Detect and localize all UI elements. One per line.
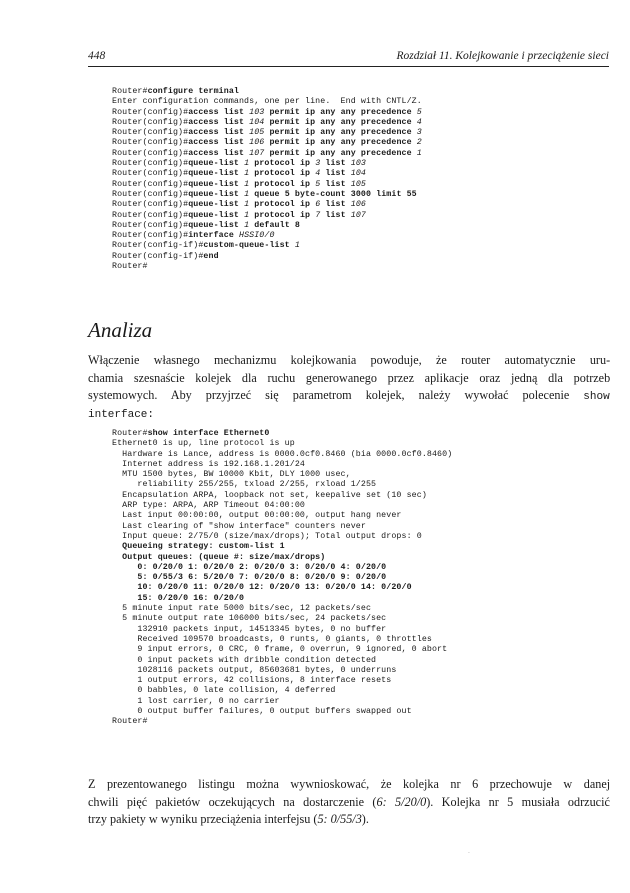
text-run: Z prezentowanego listingu można wywnioskować, że kolejka nr 6 przechowuje w danej <box>88 777 611 791</box>
text-run: Router(config)# <box>112 159 189 169</box>
code-line <box>112 501 452 511</box>
text-run: Ethernet0 is up, line protocol is up <box>112 439 295 449</box>
running-header <box>88 50 609 67</box>
code-line <box>112 252 422 262</box>
text-run: Queueing strategy: custom-list 1 <box>112 542 285 552</box>
text-run: Output queues: (queue #: size/max/drops) <box>112 552 326 562</box>
text-run: access list <box>188 128 250 138</box>
text-run: 15: 0/20/0 16: 0/20/0 <box>112 593 245 603</box>
code-line <box>112 262 422 272</box>
text-run: 107 <box>350 210 367 220</box>
text-run: access list <box>188 148 250 158</box>
code-line <box>112 573 452 583</box>
text-run: 105 <box>249 128 265 138</box>
text-run: Router(config)# <box>112 220 189 230</box>
code-line <box>112 180 422 190</box>
code-line <box>112 563 452 573</box>
code-line <box>112 522 452 532</box>
text-run: 0: 0/20/0 1: 0/20/0 2: 0/20/0 3: 0/20/0 4: 0/20/0 <box>112 562 387 572</box>
code-line <box>112 470 452 480</box>
text-run: Router(config)# <box>112 231 189 241</box>
code-line <box>112 118 422 128</box>
text-run: access list <box>188 138 250 148</box>
text-run: list <box>320 159 351 169</box>
code-line <box>112 666 452 676</box>
text-run: access list <box>188 117 250 127</box>
text-run: permit ip any any precedence <box>264 117 417 127</box>
text-run: ARP type: ARPA, ARP Timeout 04:00:00 <box>112 501 305 511</box>
code-line <box>112 480 452 490</box>
text-run: 7 <box>315 210 321 220</box>
code-line <box>112 241 422 251</box>
text-run: 105 <box>350 179 367 189</box>
code-line <box>112 128 422 138</box>
code-line <box>112 583 452 593</box>
text-run: end <box>203 251 219 261</box>
code-line <box>112 604 452 614</box>
text-run: queue-list <box>188 210 245 220</box>
text-run: MTU 1500 bytes, BW 10000 Kbit, DLY 1000 usec, <box>112 470 351 480</box>
text-run: 104 <box>249 117 265 127</box>
text-run: 1 <box>416 148 422 158</box>
text-run: 0 output buffer failures, 0 output buffers swapped out <box>112 707 412 717</box>
text-run: 1 <box>244 159 250 169</box>
code-line <box>112 231 422 241</box>
text-run: list <box>320 169 351 179</box>
code-line <box>112 686 452 696</box>
text-run: interface <box>188 231 239 241</box>
code-line <box>112 635 452 645</box>
conclusion-paragraph <box>88 776 610 829</box>
text-run: reliability 255/255, txload 2/255, rxload 1/255 <box>112 480 377 490</box>
text-run: 5 minute output rate 106000 bits/sec, 24 packets/sec <box>112 614 387 624</box>
text-run: queue-list <box>188 200 245 210</box>
chapter-title: Rozdział 11. Kolejkowanie i przeciążenie sieci <box>396 50 609 62</box>
text-run: 6: 5/20/0 <box>376 794 427 809</box>
code-line <box>112 200 422 210</box>
text-run: 1 <box>244 220 250 230</box>
text-run: permit ip any any precedence <box>264 128 417 138</box>
text-run: Router(config)# <box>112 189 189 199</box>
text-run: 0 babbles, 0 late collision, 4 deferred <box>112 686 336 696</box>
text-run: 106 <box>350 200 367 210</box>
text-run: custom-queue-list <box>203 241 295 251</box>
code-line <box>112 491 452 501</box>
text-run: Internet address is 192.168.1.201/24 <box>112 459 305 469</box>
text-run: list <box>320 210 351 220</box>
paragraph-line <box>88 811 610 829</box>
text-run: protocol ip <box>249 210 316 220</box>
text-run: list <box>320 200 351 210</box>
text-run: 1 <box>244 179 250 189</box>
code-line <box>112 676 452 686</box>
text-run: 1 <box>244 169 250 179</box>
text-run: Router# <box>112 717 148 727</box>
code-line <box>112 625 452 635</box>
intro-paragraph <box>88 352 610 422</box>
paragraph-line <box>88 405 610 423</box>
text-run: Hardware is Lance, address is 0000.0cf0.8460 (bia 0000.0cf0.8460) <box>112 449 453 459</box>
code-line <box>112 190 422 200</box>
paragraph-line <box>88 794 610 812</box>
text-run: show interface Ethernet0 <box>147 429 270 438</box>
text-run: 4 <box>315 169 321 179</box>
code-line <box>112 108 422 118</box>
code-line <box>112 439 452 449</box>
text-run: chwili pięć pakietów oczekujących na dostarczenie ( <box>88 794 377 809</box>
text-run: protocol ip <box>249 200 316 210</box>
text-run: 9 input errors, 0 CRC, 0 frame, 0 overrun, 9 ignored, 0 abort <box>112 645 448 655</box>
text-run: Router(config)# <box>112 107 189 117</box>
page-number: 448 <box>88 50 106 62</box>
code-line <box>112 159 422 169</box>
section-title: Analiza <box>88 318 153 342</box>
code-line <box>112 511 452 521</box>
paragraph-line <box>88 387 610 405</box>
code-line <box>112 87 422 97</box>
text-run: 1 <box>244 189 250 199</box>
text-run: queue 5 byte-count 3000 limit 55 <box>249 189 417 199</box>
text-run: Input queue: 2/75/0 (size/max/drops); Total output drops: 0 <box>112 531 422 541</box>
text-run: Router(config)# <box>112 179 189 189</box>
text-run: 6 <box>315 200 321 210</box>
code-line <box>112 138 422 148</box>
text-run: chamia szesnaście kolejek dla ruchu generowanego przez aplikacje oraz jedną dla potrzeb <box>88 370 611 385</box>
text-run: queue-list <box>188 169 245 179</box>
text-run: trzy pakiety w wyniku przeciążenia interfejsu ( <box>88 812 318 826</box>
paragraph-line <box>88 370 610 388</box>
code-line <box>112 429 452 439</box>
scan-speck: · <box>468 850 470 857</box>
text-run: 103 <box>350 159 367 169</box>
text-run: Router(config-if)# <box>112 241 204 251</box>
code-line <box>112 97 422 107</box>
paragraph-line <box>88 776 610 794</box>
code-line <box>112 450 452 460</box>
text-run: Router(config)# <box>112 210 189 220</box>
text-run: 1 <box>294 241 300 251</box>
text-run: list <box>320 179 351 189</box>
text-run: permit ip any any precedence <box>264 148 417 158</box>
text-run: 103 <box>249 107 265 117</box>
code-line <box>112 553 452 563</box>
text-run: 1 lost carrier, 0 no carrier <box>112 696 280 706</box>
text-run: queue-list <box>188 179 245 189</box>
text-run: protocol ip <box>249 169 316 179</box>
text-run: Router(config)# <box>112 117 189 127</box>
text-run: protocol ip <box>249 179 316 189</box>
text-run: Last clearing of "show interface" counters never <box>112 521 366 531</box>
text-run: queue-list <box>188 159 245 169</box>
text-run: 0 input packets with dribble condition detected <box>112 655 377 665</box>
code-line <box>112 697 452 707</box>
text-run: : <box>147 408 155 421</box>
code-line <box>112 717 452 727</box>
text-run: 2 <box>416 138 422 148</box>
text-run: Router(config)# <box>112 148 189 158</box>
code-line <box>112 460 452 470</box>
text-run: Włączenie własnego mechanizmu kolejkowania powoduje, że router automatycznie uru- <box>88 353 611 367</box>
text-run: Router# <box>112 429 148 438</box>
code-line <box>112 211 422 221</box>
text-run: interface <box>88 408 148 421</box>
text-run: permit ip any any precedence <box>264 138 417 148</box>
text-run: 5 <box>416 107 422 117</box>
show-interface-listing <box>112 429 452 728</box>
text-run: 132910 packets input, 14513345 bytes, 0 no buffer <box>112 624 387 634</box>
text-run: ). <box>361 812 369 826</box>
text-run: protocol ip <box>249 159 316 169</box>
text-run: Router(config)# <box>112 200 189 210</box>
text-run: ). Kolejka nr 5 musiała odrzucić <box>426 794 610 809</box>
code-line <box>112 542 452 552</box>
text-run: Router(config)# <box>112 169 189 179</box>
text-run: Received 109570 broadcasts, 0 runts, 0 giants, 0 throttles <box>112 634 432 644</box>
text-run: 5: 0/55/3 6: 5/20/0 7: 0/20/0 8: 0/20/0 9: 0/20/0 <box>112 573 387 583</box>
code-line <box>112 594 452 604</box>
text-run: Enter configuration commands, one per line. End with CNTL/Z. <box>112 97 422 107</box>
text-run: Router# <box>112 262 148 272</box>
text-run: 10: 0/20/0 11: 0/20/0 12: 0/20/0 13: 0/20/0 14: 0/20/0 <box>112 583 412 593</box>
code-line <box>112 532 452 542</box>
text-run: 1028116 packets output, 85603681 bytes, 0 underruns <box>112 665 397 675</box>
text-run: show <box>583 391 610 403</box>
text-run: 106 <box>249 138 265 148</box>
text-run: configure terminal <box>147 87 239 96</box>
text-run: Router(config)# <box>112 128 189 138</box>
code-line <box>112 221 422 231</box>
text-run: 1 <box>244 200 250 210</box>
text-run: 5 <box>315 179 321 189</box>
text-run: 5: 0/55/3 <box>317 812 362 826</box>
config-listing <box>112 87 422 272</box>
code-line <box>112 656 452 666</box>
text-run: Router(config)# <box>112 138 189 148</box>
code-line <box>112 707 452 717</box>
text-run: Last input 00:00:00, output 00:00:00, output hang never <box>112 511 402 521</box>
text-run: 3 <box>315 159 321 169</box>
text-run: Router# <box>112 87 148 96</box>
text-run: 1 <box>244 210 250 220</box>
text-run: Encapsulation ARPA, loopback not set, keepalive set (10 sec) <box>112 490 427 500</box>
code-line <box>112 149 422 159</box>
code-line <box>112 169 422 179</box>
text-run: default 8 <box>249 220 300 230</box>
text-run: permit ip any any precedence <box>264 107 417 117</box>
text-run: queue-list <box>188 189 245 199</box>
text-run: HSSI0/0 <box>238 231 275 241</box>
paragraph-line <box>88 352 610 370</box>
text-run: 5 minute input rate 5000 bits/sec, 12 packets/sec <box>112 604 372 614</box>
text-run: 107 <box>249 148 265 158</box>
text-run: systemowych. Aby przyjrzeć się parametrom kolejek, należy wywołać polecenie <box>88 388 584 402</box>
code-line <box>112 614 452 624</box>
code-line <box>112 645 452 655</box>
text-run: Router(config-if)# <box>112 251 204 261</box>
text-run: 1 output errors, 42 collisions, 8 interface resets <box>112 676 392 686</box>
text-run: 4 <box>416 117 422 127</box>
text-run: queue-list <box>188 220 245 230</box>
text-run: 3 <box>416 128 422 138</box>
text-run: 104 <box>350 169 367 179</box>
text-run: access list <box>188 107 250 117</box>
